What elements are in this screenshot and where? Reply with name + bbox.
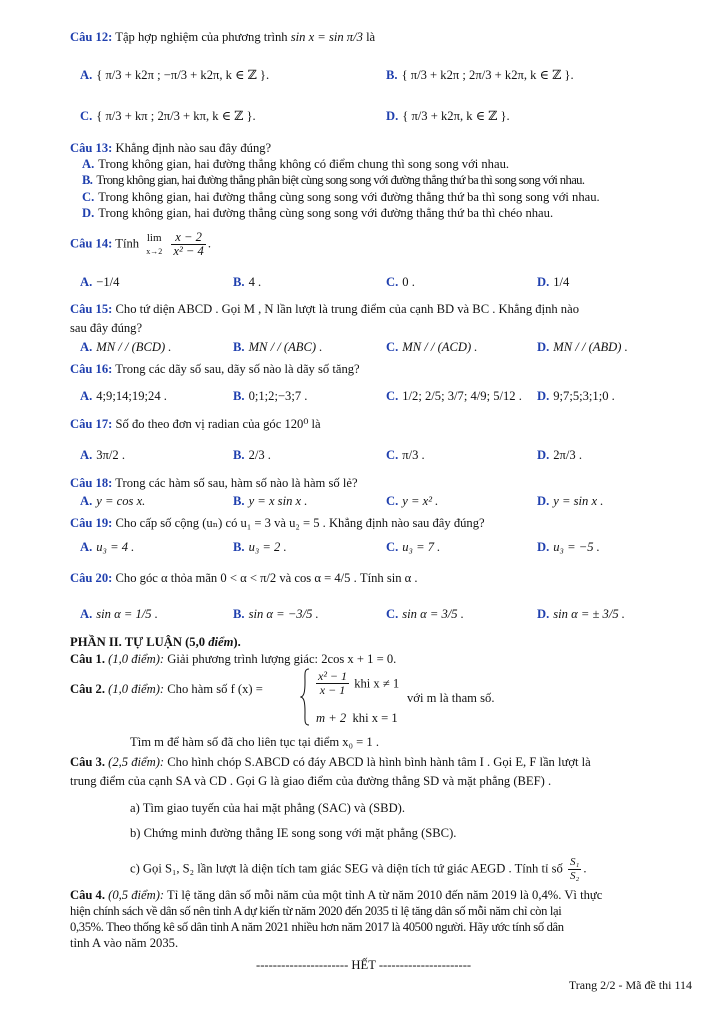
option-a[interactable]: A. −1/4 [80,275,120,289]
option-a[interactable]: A. sin α = 1/5 . [80,607,158,621]
essay-3a: a) Tìm giao tuyến của hai mặt phẳng (SAC) và (SBD). [130,801,406,815]
option-d[interactable]: D. u₃ = −5 . [537,540,600,554]
option-b[interactable]: B. Trong không gian, hai đường thẳng phân biệt cùng song song với đường thẳng thứ ba thì song song với nhau. [82,173,585,187]
option-a[interactable]: A. y = cos x. [80,494,146,508]
question-15: Câu 15: Cho tứ diện ABCD . Gọi M , N lần lượt là trung điểm của cạnh BD và BC . Khẳng định nào [70,302,579,316]
option-a[interactable]: A. u₃ = 4 . [80,540,135,554]
essay-4-line3: 0,35%. Theo thống kê số dân tỉnh A năm 2021 nhiều hơn năm 2017 là 40500 người. Hãy ước tính số dân [70,920,564,934]
option-a[interactable]: A. 3π/2 . [80,448,125,462]
essay-2: Câu 2. (1,0 điểm): Cho hàm số f (x) = [70,682,263,696]
question-12 [70,29,375,45]
option-b[interactable]: B. 4 . [233,275,262,289]
question-19: Câu 19: Cho cấp số cộng (uₙ) có u₁ = 3 và u₂ = 5 . Khẳng định nào sau đây đúng? [70,516,485,530]
option-c[interactable]: C. MN / / (ACD) . [386,340,478,354]
option-d[interactable]: D. sin α = ± 3/5 . [537,607,625,621]
option-b[interactable]: B. 0;1;2;−3;7 . [233,389,308,403]
question-15-cont: sau đây đúng? [70,321,143,335]
option-c[interactable]: C. π/3 . [386,448,425,462]
essay-3c: c) Gọi S₁, S₂ lần lượt là diện tích tam giác SEG và diện tích tứ giác AEGD . Tính tỉ số $\frac{\text{S₁}}{\text{S₂}}$ . [130,856,587,882]
essay-4: Câu 4. (0,5 điểm): Tỉ lệ tăng dân số mỗi năm của một tỉnh A từ năm 2010 đến năm 2019 là 0,4%. Vì thực [70,888,603,902]
option-a[interactable]: A. 4;9;14;19;24 . [80,389,167,403]
piecewise-case-2: m + 2 khi x = 1 [316,711,398,725]
option-a[interactable]: A. MN / / (BCD) . [80,340,172,354]
option-c[interactable]: C. sin α = 3/5 . [386,607,464,621]
question-equation: sin x = sin π/3 [290,30,363,44]
option-c[interactable]: C. { π/3 + kπ ; 2π/3 + kπ, k ∈ ℤ }. [80,109,256,123]
option-b[interactable]: B. MN / / (ABC) . [233,340,323,354]
option-d[interactable]: D. y = sin x . [537,494,604,508]
limit: lim x→2 [146,231,163,256]
option-c[interactable]: C. u₃ = 7 . [386,540,441,554]
part2-heading: PHẦN II. TỰ LUẬN (5,0 điểm). [70,635,241,649]
question-20: Câu 20: Cho góc α thỏa mãn 0 < α < π/2 và cos α = 4/5 . Tính sin α . [70,571,418,585]
question-18: Câu 18: Trong các hàm số sau, hàm số nào là hàm số lẻ? [70,476,358,490]
end-marker: ---------------------- HẾT ---------------------- [256,958,472,972]
option-d[interactable]: D. { π/3 + k2π, k ∈ ℤ }. [386,109,510,123]
essay-1: Câu 1. (1,0 điểm): Giải phương trình lượng giác: 2cos x + 1 = 0. [70,652,397,666]
option-c[interactable]: C. 0 . [386,275,415,289]
limit-fraction: $\frac{x - 2}{\text{x² − 4}}$ [173,230,204,258]
question-tail: là [366,30,376,44]
question-13: Câu 13: Khẳng định nào sau đây đúng? [70,141,272,155]
option-d[interactable]: D. 1/4 [537,275,570,289]
option-d[interactable]: D. 2π/3 . [537,448,582,462]
piecewise-case-1: $\frac{\text{x² − 1}}{x - 1}$ khi x ≠ 1 [318,669,400,697]
question-17: Câu 17: Số đo theo đơn vị radian của góc 120⁰ là [70,417,321,431]
option-d[interactable]: D. Trong không gian, hai đường thẳng cùng song song với đường thẳng thứ ba thì chéo nhau. [82,206,554,220]
option-d[interactable]: D. 9;7;5;3;1;0 . [537,389,615,403]
option-b[interactable]: B. sin α = −3/5 . [233,607,319,621]
option-a[interactable]: A. { π/3 + k2π ; −π/3 + k2π, k ∈ ℤ }. [80,68,270,82]
option-b[interactable]: B. y = x sin x . [233,494,308,508]
option-c[interactable]: C. 1/2; 2/5; 3/7; 4/9; 5/12 . [386,389,522,403]
option-c[interactable]: C. Trong không gian, hai đường thẳng cùng song song với đường thẳng thứ ba thì song song với nhau. [82,190,600,204]
option-b[interactable]: B. 2/3 . [233,448,271,462]
essay-2-tail: với m là tham số. [407,691,495,705]
brace-icon [300,668,310,726]
question-16: Câu 16: Trong các dãy số sau, dãy số nào là dãy số tăng? [70,362,360,376]
question-14: Câu 14: Tính lim x→2 $\frac{x - 2}{\text{x² − 4}}$ . [70,230,211,258]
option-a[interactable]: A. Trong không gian, hai đường thẳng không có điểm chung thì song song với nhau. [82,157,510,171]
essay-3b: b) Chứng minh đường thẳng IE song song với mặt phẳng (SBC). [130,826,457,840]
option-c[interactable]: C. y = x² . [386,494,439,508]
page-number: Trang 2/2 - Mã đề thi 114 [568,978,692,992]
essay-4-line2: hiện chính sách về dân số nên tỉnh A dự kiến từ năm 2020 đến 2035 tỉ lệ tăng dân số mỗi năm chỉ còn lại [70,904,562,918]
essay-4-line4: tỉnh A vào năm 2035. [70,936,179,950]
essay-2-line2: Tìm m để hàm số đã cho liên tục tại điểm x₀ = 1 . [130,735,379,749]
option-d[interactable]: D. MN / / (ABD) . [537,340,628,354]
essay-3: Câu 3. (2,5 điểm): Cho hình chóp S.ABCD có đáy ABCD là hình bình hành tâm I . Gọi E, F lần lượt là [70,755,591,769]
question-label: Câu 12: [70,30,113,44]
option-b[interactable]: B. u₃ = 2 . [233,540,287,554]
piecewise-brace [300,668,310,730]
question-text: Tập hợp nghiệm của phương trình [115,30,288,44]
essay-3-cont: trung điểm của cạnh SA và CD . Gọi G là giao điểm của đường thẳng SD và mặt phẳng (BEF) . [70,774,552,788]
option-b[interactable]: B. { π/3 + k2π ; 2π/3 + k2π, k ∈ ℤ }. [386,68,574,82]
